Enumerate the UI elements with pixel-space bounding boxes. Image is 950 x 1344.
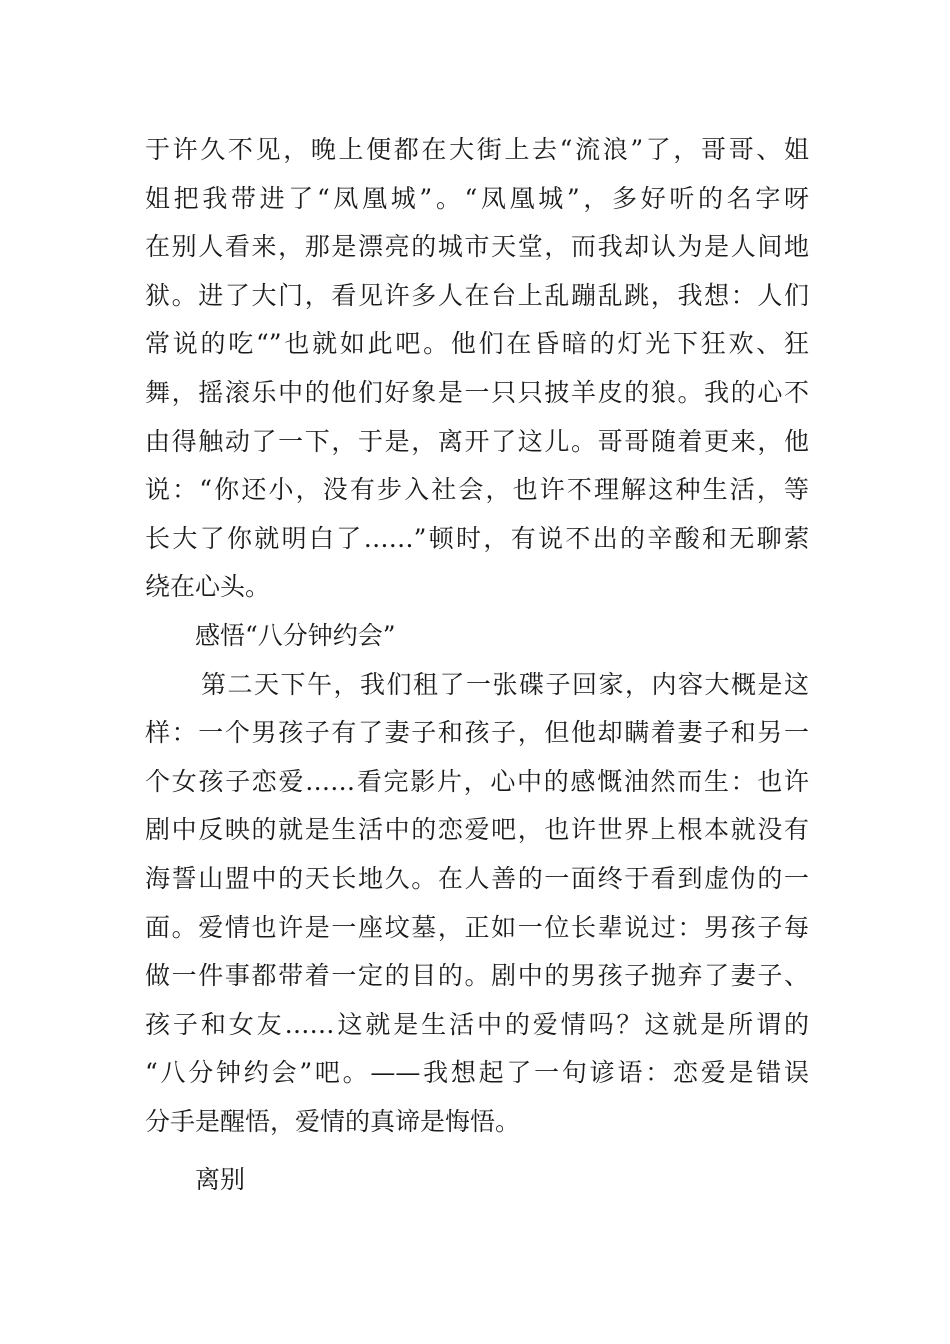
- document-body: [145, 126, 809, 1205]
- text-line: 于许久不见，晚上便都在大街上去“流浪”了，哥哥、姐: [145, 135, 809, 164]
- text-line: 分手是醒悟，爱情的真谛是悔悟。: [145, 1106, 521, 1136]
- text-line: 长大了你就明白了……”顿时，有说不出的辛酸和无聊萦: [145, 523, 809, 553]
- text-line: 面。爱情也许是一座坟墓，正如一位长辈说过：男孩子每: [145, 912, 809, 942]
- text-line: 第二天下午，我们租了一张碟子回家，内容大概是这: [201, 669, 809, 699]
- paragraph-eight-minute-date: [145, 661, 809, 1147]
- text-line: 在别人看来，那是漂亮的城市天堂，而我却认为是人间地: [145, 232, 809, 262]
- text-line: 做一件事都带着一定的目的。剧中的男孩子抛弃了妻子、: [145, 961, 809, 991]
- text-line: 由得触动了一下，于是，离开了这儿。哥哥随着更来，他: [145, 426, 809, 456]
- paragraph-phoenix-city: [145, 126, 809, 612]
- text-line: 说：“你还小，没有步入社会，也许不理解这种生活，等: [145, 475, 809, 505]
- section-heading-farewell: 离别: [195, 1165, 246, 1195]
- text-line: 海誓山盟中的天长地久。在人善的一面终于看到虚伪的一: [145, 863, 809, 893]
- text-line: 个女孩子恋爱……看完影片，心中的感慨油然而生：也许: [145, 766, 809, 796]
- text-line: 绕在心头。: [145, 572, 271, 602]
- section-heading-eight-minute-date: 感悟“八分钟约会”: [195, 620, 396, 650]
- text-line: 姐把我带进了“凤凰城”。“凤凰城”，多好听的名字呀: [145, 183, 809, 213]
- text-line: 狱。进了大门，看见许多人在台上乱蹦乱跳，我想：人们: [145, 280, 809, 310]
- text-line: “八分钟约会”吧。——我想起了一句谚语：恋爱是错误: [145, 1058, 809, 1088]
- text-line: 样：一个男孩子有了妻子和孩子，但他却瞒着妻子和另一: [145, 718, 809, 748]
- text-line: 舞，摇滚乐中的他们好象是一只只披羊皮的狼。我的心不: [145, 377, 809, 407]
- text-line: 常说的吃“”也就如此吧。他们在昏暗的灯光下狂欢、狂: [145, 329, 809, 359]
- text-line: 剧中反映的就是生活中的恋爱吧，也许世界上根本就没有: [145, 815, 809, 845]
- text-line: 孩子和女友……这就是生活中的爱情吗？这就是所谓的: [145, 1009, 809, 1039]
